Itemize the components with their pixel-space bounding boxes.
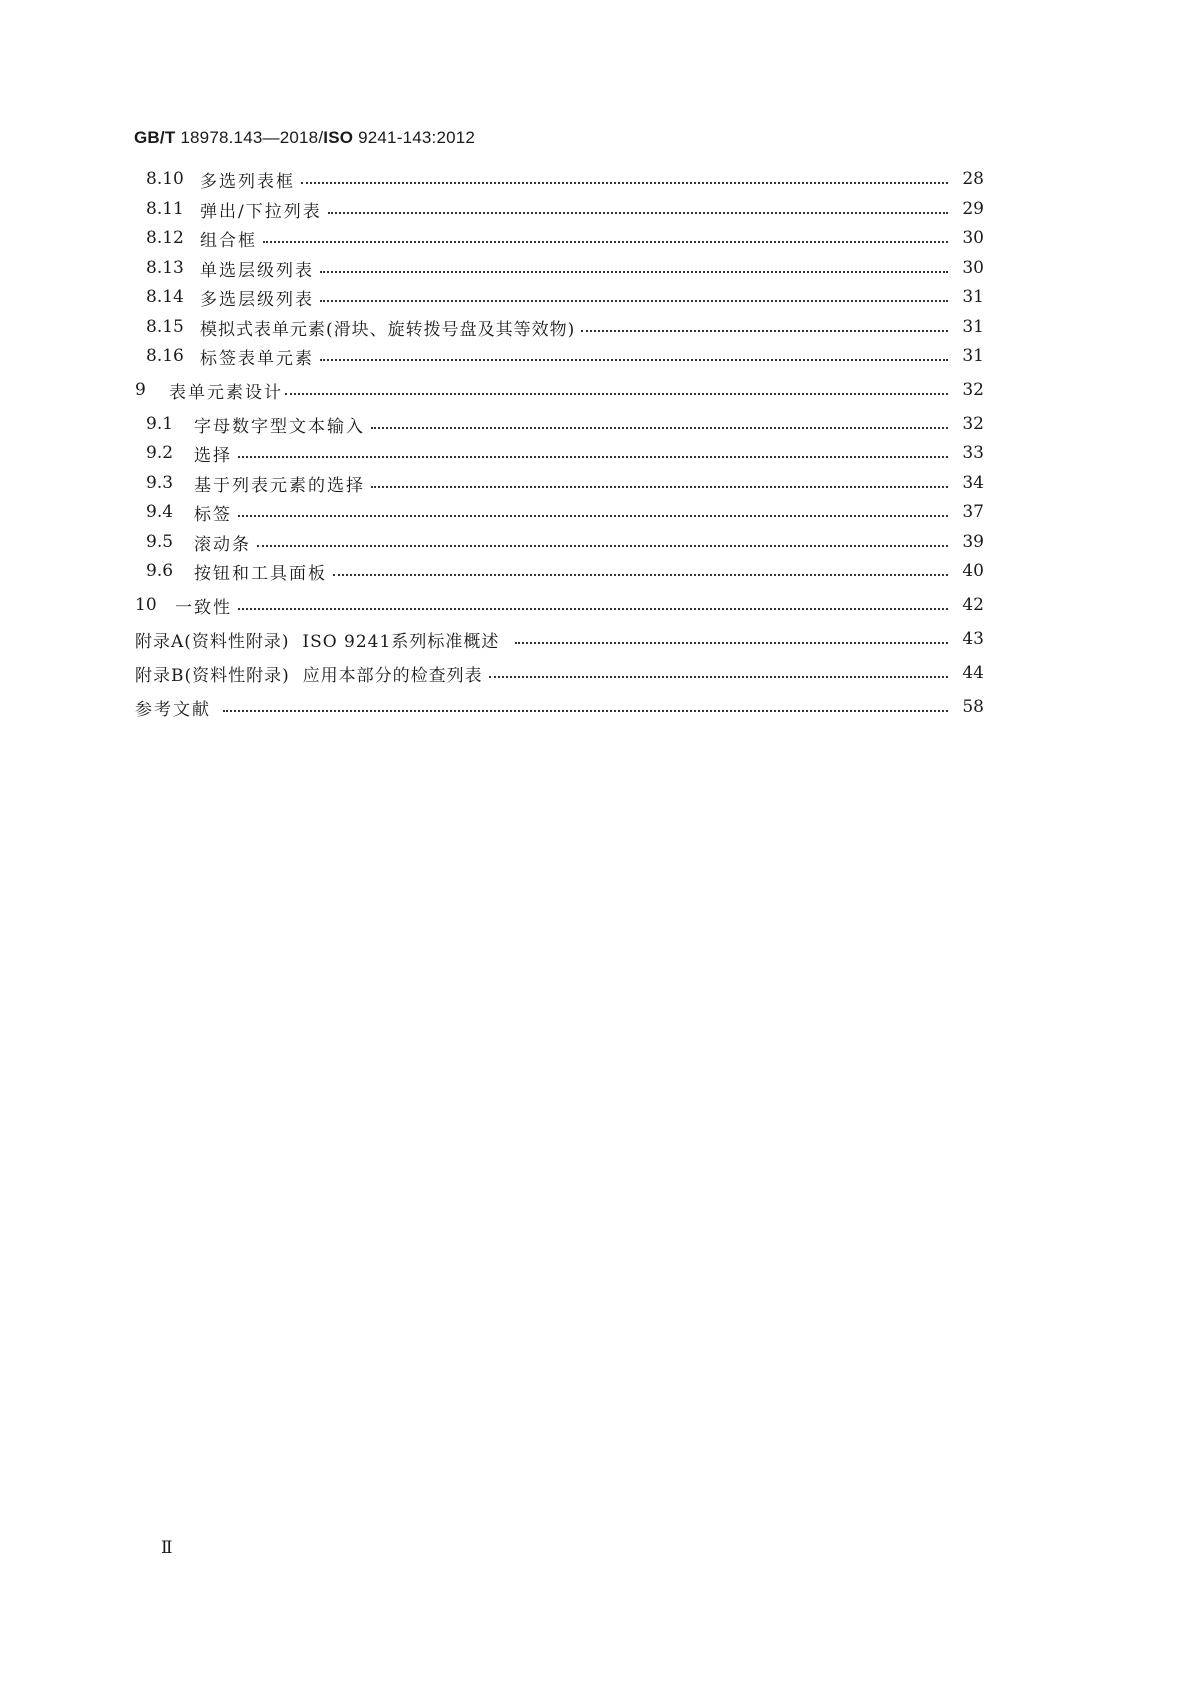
toc-entry-title: 按钮和工具面板: [194, 563, 327, 584]
toc-entry-page: 40: [962, 561, 984, 581]
toc-entry-number: 10: [135, 595, 157, 615]
toc-leader-dots: [371, 410, 948, 438]
toc-entry-title: 字母数字型文本输入: [194, 416, 365, 437]
toc-entry-title: 表单元素设计: [169, 382, 283, 403]
toc-entry[interactable]: [146, 283, 984, 311]
toc-entry-page: 30: [962, 258, 984, 278]
toc-entry-title: 标签表单元素: [200, 348, 314, 369]
toc-entry-title: 弹出/下拉列表: [200, 201, 322, 222]
toc-entry-title: 多选层级列表: [200, 289, 314, 310]
toc-entry-page: 31: [962, 346, 984, 366]
toc-entry-page: 42: [962, 595, 984, 615]
toc-entry-number: 附录A: [135, 631, 185, 652]
toc-entry-number: 8.15: [146, 317, 184, 337]
toc-entry[interactable]: [135, 693, 984, 721]
toc-entry-page: 34: [962, 473, 984, 493]
toc-leader-dots: [301, 165, 948, 193]
toc-entry-page: 31: [962, 317, 984, 337]
toc-entry-title: 模拟式表单元素(滑块、旋转拨号盘及其等效物): [200, 319, 576, 340]
toc-entry[interactable]: [135, 659, 984, 687]
toc-entry-title: (资料性附录) 应用本部分的检查列表: [184, 665, 483, 686]
toc-entry[interactable]: [135, 376, 984, 404]
toc-entry-page: 31: [962, 287, 984, 307]
toc-leader-dots: [320, 342, 948, 370]
toc-entry-title: 单选层级列表: [200, 260, 314, 281]
toc-leader-dots: [320, 283, 948, 311]
toc-entry[interactable]: [146, 254, 984, 282]
toc-entry-number: 9.5: [146, 532, 174, 552]
toc-entry-page: 37: [962, 502, 984, 522]
standard-number: 18978.143—2018/: [180, 128, 324, 147]
toc-entry-number: 8.13: [146, 258, 184, 278]
toc-entry-page: 33: [962, 443, 984, 463]
toc-entry-title: 选择: [194, 445, 232, 466]
toc-entry[interactable]: [146, 439, 984, 467]
toc-entry[interactable]: [146, 557, 984, 585]
toc-entry-page: 30: [962, 228, 984, 248]
toc-leader-dots: [285, 376, 948, 404]
footer-page-number: Ⅱ: [161, 1538, 173, 1558]
toc-leader-dots: [489, 659, 948, 687]
toc-entry-title: 基于列表元素的选择: [194, 475, 365, 496]
toc-entry-number: 9.6: [146, 561, 174, 581]
toc-entry-page: 43: [962, 629, 984, 649]
toc-entry-number: 9.3: [146, 473, 174, 493]
toc-leader-dots: [238, 439, 948, 467]
toc-entry-page: 29: [962, 199, 984, 219]
toc-entry-number: 8.12: [146, 228, 184, 248]
toc-leader-dots: [371, 469, 948, 497]
toc-entry-page: 39: [962, 532, 984, 552]
toc-entry-page: 58: [962, 697, 984, 717]
toc-entry-title: 一致性: [175, 597, 232, 618]
toc-entry-title: 标签: [194, 504, 232, 525]
iso-number: 9241-143:2012: [358, 128, 476, 147]
toc-entry-page: 28: [962, 169, 984, 189]
toc-entry-number: 8.14: [146, 287, 184, 307]
iso-code: ISO: [323, 128, 354, 147]
toc-entry-number: 8.16: [146, 346, 184, 366]
toc-entry[interactable]: [146, 498, 984, 526]
toc-entry-number: 9.4: [146, 502, 174, 522]
toc-entry[interactable]: [146, 195, 984, 223]
toc-leader-dots: [320, 254, 948, 282]
standard-code: GB/T: [134, 128, 176, 147]
toc-entry-number: 8.11: [146, 199, 184, 219]
toc-entry[interactable]: [146, 469, 984, 497]
toc-entry-page: 32: [962, 414, 984, 434]
toc-entry-title: 组合框: [200, 230, 257, 251]
toc-leader-dots: [581, 313, 948, 341]
toc-entry-number: 9.2: [146, 443, 174, 463]
toc-leader-dots: [257, 528, 948, 556]
toc-leader-dots: [328, 195, 948, 223]
document-header: [134, 128, 475, 148]
toc-entry-title: 滚动条: [194, 534, 251, 555]
toc-leader-dots: [515, 625, 948, 653]
toc-entry[interactable]: [146, 410, 984, 438]
toc-entry-number: 附录B: [135, 665, 185, 686]
toc-entry-title: 参考文献: [135, 699, 211, 720]
toc-entry[interactable]: [146, 165, 984, 193]
toc-entry[interactable]: [135, 625, 984, 653]
toc-entry[interactable]: [135, 591, 984, 619]
toc-leader-dots: [333, 557, 948, 585]
toc-leader-dots: [263, 224, 948, 252]
toc-leader-dots: [238, 591, 948, 619]
toc-leader-dots: [223, 693, 948, 721]
toc-entry-number: 8.10: [146, 169, 184, 189]
toc-entry-number: 9: [135, 380, 146, 400]
toc-entry-title: (资料性附录) ISO 9241系列标准概述: [184, 631, 500, 652]
toc-leader-dots: [238, 498, 948, 526]
toc-entry[interactable]: [146, 528, 984, 556]
toc-entry[interactable]: [146, 342, 984, 370]
toc-entry-number: 9.1: [146, 414, 174, 434]
toc-entry-page: 44: [962, 663, 984, 683]
toc-entry[interactable]: [146, 313, 984, 341]
toc-entry[interactable]: [146, 224, 984, 252]
toc-entry-title: 多选列表框: [200, 171, 295, 192]
toc-entry-page: 32: [962, 380, 984, 400]
